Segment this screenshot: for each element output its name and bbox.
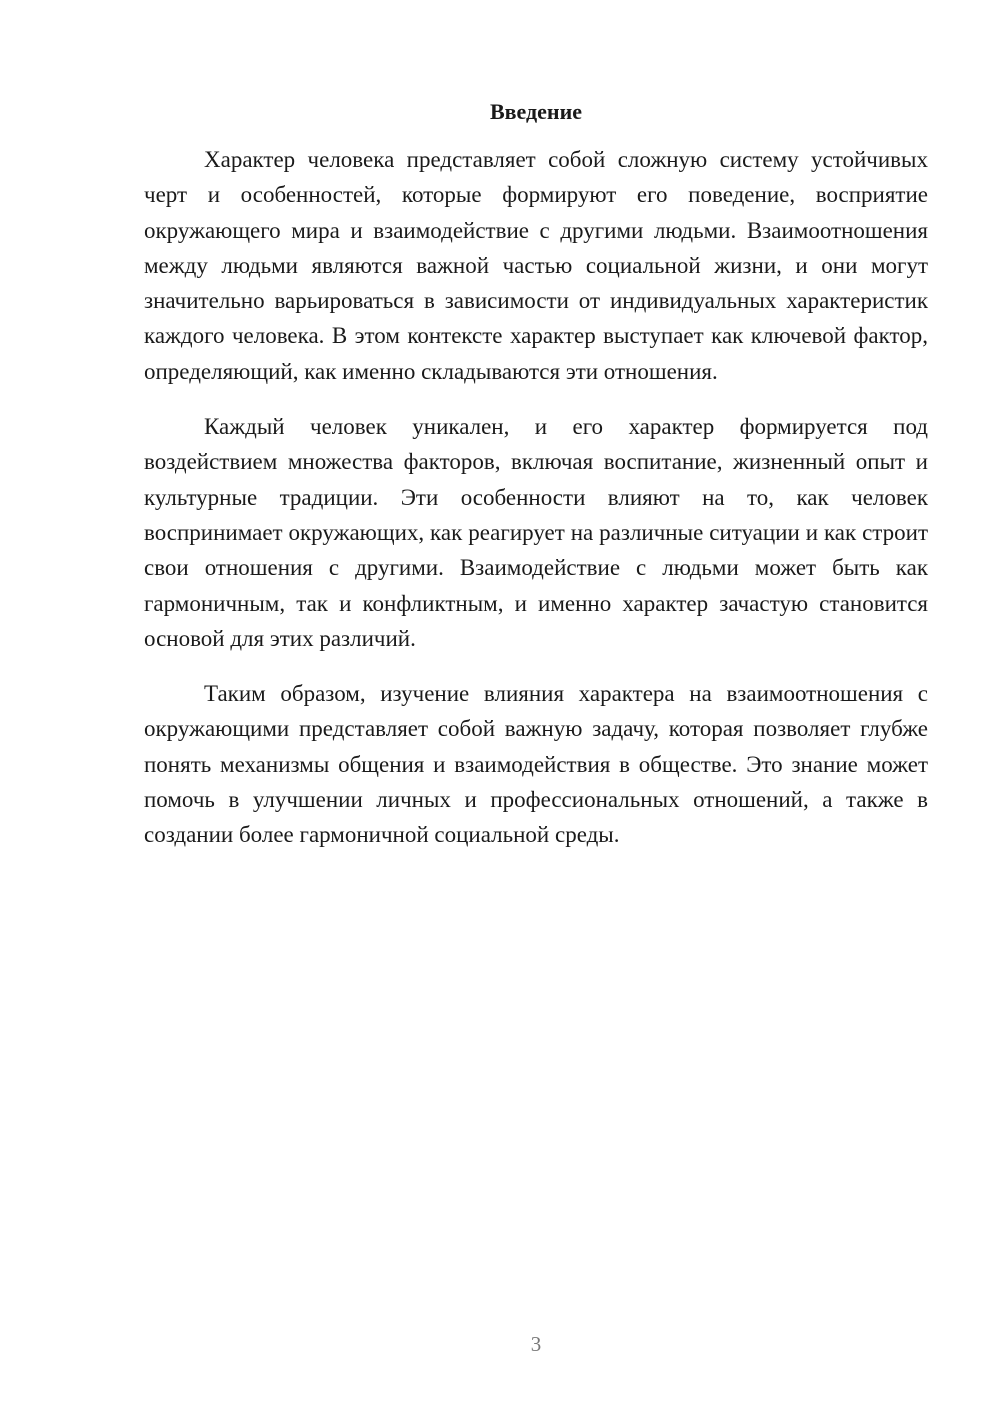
page-number: 3 — [530, 1332, 542, 1356]
section-title: Введение — [489, 99, 583, 124]
paragraph-3: Таким образом, изучение влияния характера на взаимоотношения с окружающими представляет собой важную задачу, которая позволяет глубже понять механизмы общения и взаимодействия в обществе. Это знание может помочь в улучшении личных и профессиональных отношений, а также в создании более гармоничной социальной среды. — [144, 681, 928, 848]
paragraph-1: Характер человека представляет собой сложную систему устойчивых черт и особенностей, которые формируют его поведение, восприятие окружающего мира и взаимодействие с другими людьми. Взаимоотношения между людьми являются важной частью социальной жизни, и они могут значительно варьироваться в зависимости от индивидуальных характеристик каждого человека. В этом контексте характер выступает как ключевой фактор, определяющий, как именно складываются эти отношения. — [144, 147, 928, 384]
body-text — [144, 142, 928, 873]
paragraph-2: Каждый человек уникален, и его характер формируется под воздействием множества факторов, включая воспитание, жизненный опыт и культурные традиции. Эти особенности влияют на то, как человек воспринимает окружающих, как реагирует на различные ситуации и как строит свои отношения с другими. Взаимодействие с людьми может быть как гармоничным, так и конфликтным, и именно характер зачастую становится основой для этих различий. — [144, 414, 928, 651]
